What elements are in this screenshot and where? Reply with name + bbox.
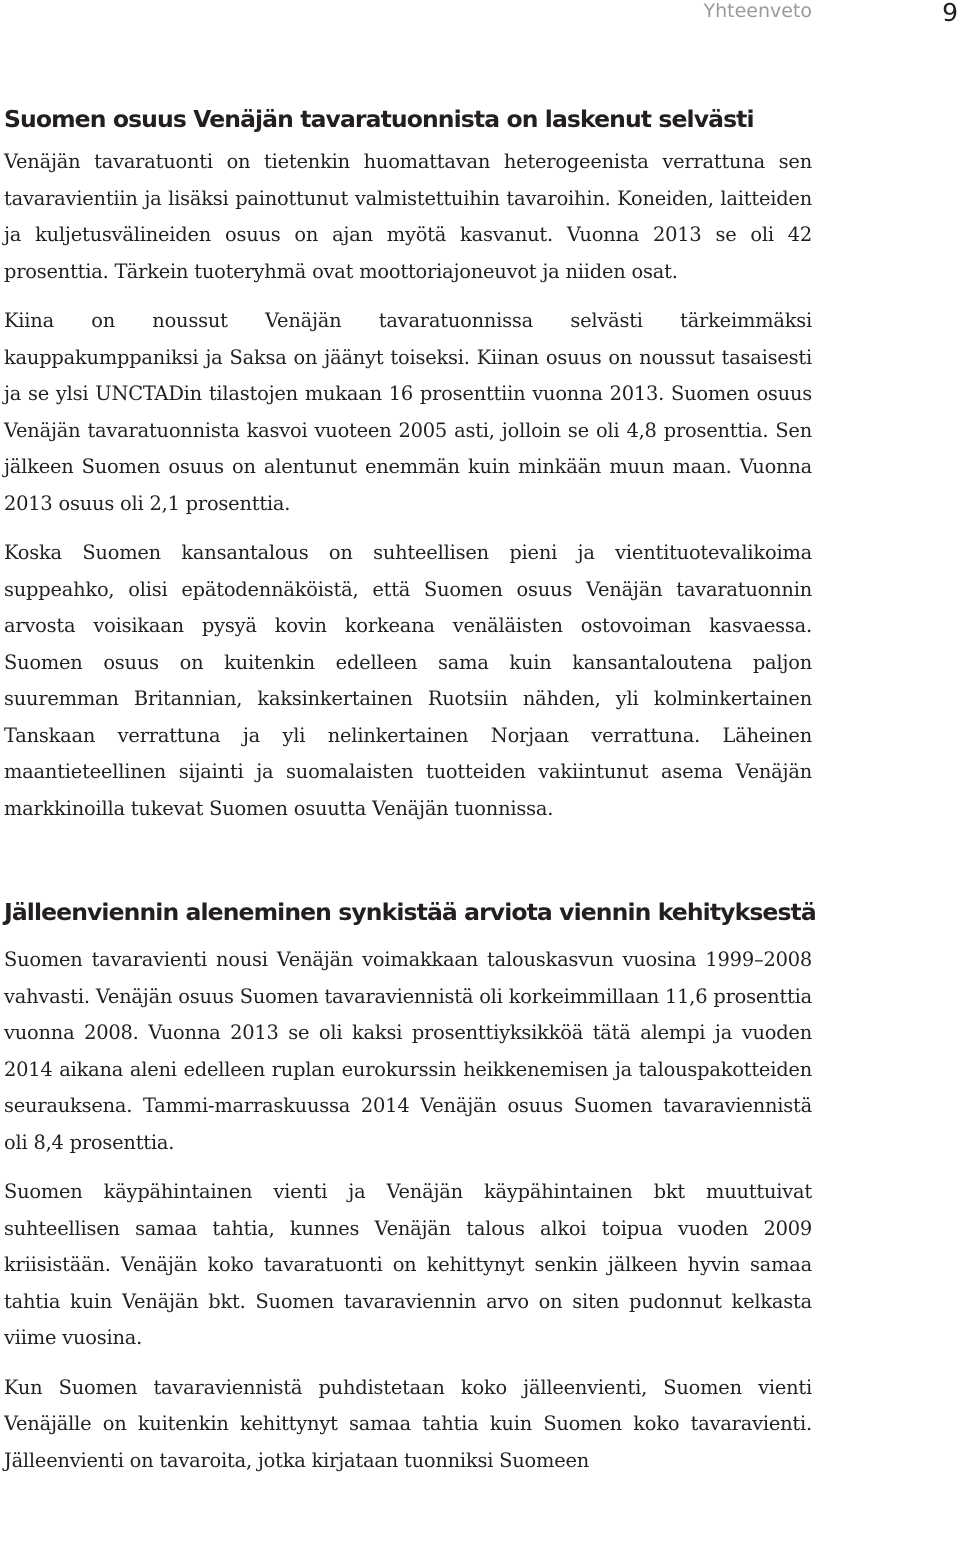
paragraph-1-1: Venäjän tavaratuonti on tietenkin huomattavan heterogeenista verrattuna sen tavaravientiin ja lisäksi painottunut valmistettuihin tavaroihin. Koneiden, laitteiden ja kuljetusvälineiden osuus on ajan myötä kasvanut. Vuonna 2013 se oli 42 prosenttia. Tärkein tuoteryhmä ovat moottoriajoneuvot ja niiden osat. [4, 150, 812, 283]
paragraph-1-3: Koska Suomen kansantalous on suhteellisen pieni ja vientituotevalikoima suppeahko, olisi epätodennäköistä, että Suomen osuus Venäjän tavaratuonnin arvosta voisikaan pysyä kovin korkeana venäläisten ostovoiman kasvaessa. Suomen osuus on kuitenkin edelleen sama kuin kansantaloutena paljon suuremman Britannian, kaksinkertainen Ruotsiin nähden, yli kolminkertainen Tanskaan verrattuna ja yli nelinkertainen Norjaan verrattuna. Läheinen maantieteellinen sijainti ja suomalaisten tuotteiden vakiintunut asema Venäjän markkinoilla tukevat Suomen osuutta Venäjän tuonnissa. [4, 541, 812, 820]
section-heading-1: Suomen osuus Venäjän tavaratuonnista on laskenut selvästi [4, 105, 754, 133]
header-section-title: Yhteenveto [703, 0, 812, 22]
page-number: 9 [942, 0, 958, 27]
paragraph-1-2: Kiina on noussut Venäjän tavaratuonnissa selvästi tärkeimmäksi kauppakumppaniksi ja Saksa on jäänyt toiseksi. Kiinan osuus on noussut tasaisesti ja se ylsi UNCTADin tilastojen mukaan 16 prosenttiin vuonna 2013. Suomen osuus Venäjän tavaratuonnista kasvoi vuoteen 2005 asti, jolloin se oli 4,8 prosenttia. Sen jälkeen Suomen osuus on alentunut enemmän kuin minkään muun maan. Vuonna 2013 osuus oli 2,1 prosenttia. [4, 309, 812, 515]
running-header [0, 0, 960, 28]
paragraph-2-2: Suomen käypähintainen vienti ja Venäjän käypähintainen bkt muuttuivat suhteellisen samaa tahtia, kunnes Venäjän talous alkoi toipua vuoden 2009 kriisistään. Venäjän koko tavaratuonti on kehittynyt senkin jälkeen hyvin samaa tahtia kuin Venäjän bkt. Suomen tavaraviennin arvo on siten pudonnut kelkasta viime vuosina. [4, 1180, 812, 1349]
paragraph-2-3: Kun Suomen tavaraviennistä puhdistetaan koko jälleenvienti, Suomen vienti Venäjälle on kuitenkin kehittynyt samaa tahtia kuin Suomen koko tavaravienti. Jälleenvienti on tavaroita, jotka kirjataan tuonniksi Suomeen [4, 1375, 812, 1472]
page-content [4, 104, 816, 1492]
section-heading-2: Jälleenviennin aleneminen synkistää arviota viennin kehityksestä [4, 898, 816, 926]
paragraph-2-1: Suomen tavaravienti nousi Venäjän voimakkaan talouskasvun vuosina 1999–2008 vahvasti. Venäjän osuus Suomen tavaraviennistä oli korkeimmillaan 11,6 prosenttia vuonna 2008. Vuonna 2013 se oli kaksi prosenttiyksikköä tätä alempi ja vuoden 2014 aikana aleni edelleen ruplan eurokurssin heikkenemisen ja talouspakotteiden seurauksena. Tammi-marraskuussa 2014 Venäjän osuus Suomen tavaraviennistä oli 8,4 prosenttia. [4, 948, 812, 1154]
